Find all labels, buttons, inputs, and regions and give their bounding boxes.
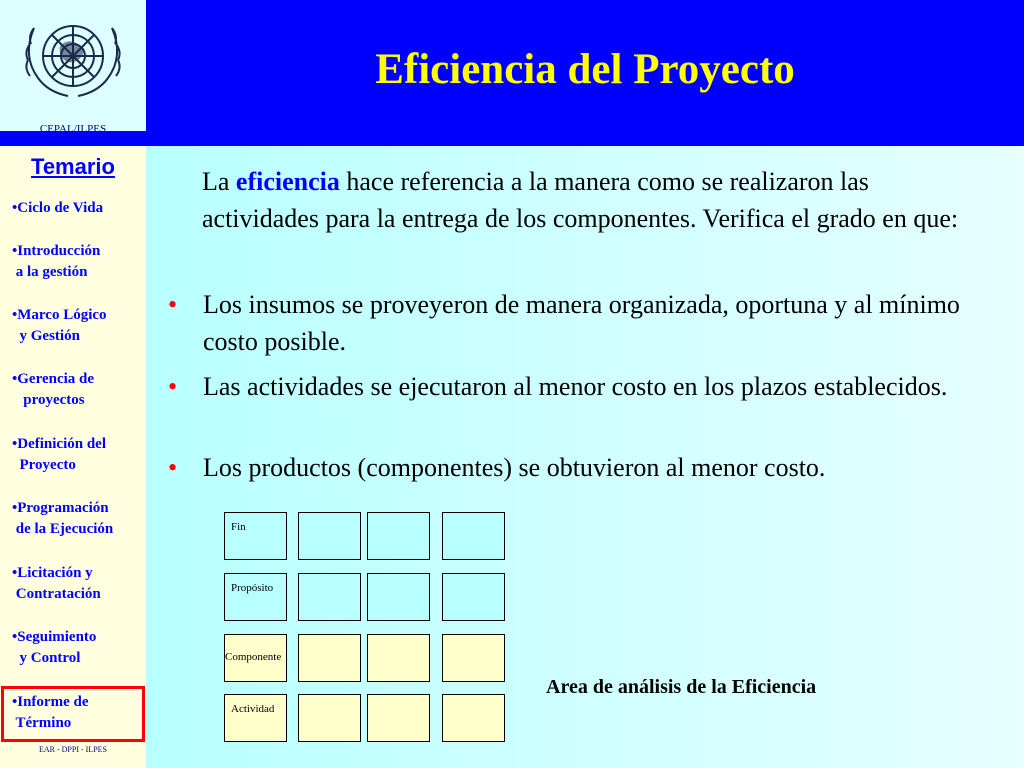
matrix-row-label: Propósito — [231, 582, 274, 594]
matrix-row-label-cell — [224, 512, 287, 560]
matrix-caption: Area de análisis de la Eficiencia — [546, 676, 817, 698]
bullet-marker: • — [168, 372, 178, 401]
page-title: Eficiencia del Proyecto — [375, 46, 795, 93]
footer-text: EAR - DPPI - ILPES — [38, 745, 107, 754]
logo-caption: CEPAL/ILPES — [39, 123, 107, 135]
sidebar — [0, 146, 146, 768]
un-emblem-icon — [12, 6, 134, 118]
matrix-row-label-cell — [224, 634, 287, 682]
intro-emphasis: eficiencia — [235, 167, 340, 196]
bullet-text: Los productos (componentes) se obtuvieron al menor costo. — [203, 453, 826, 482]
bullet-marker: • — [168, 453, 178, 482]
sidebar-item-ciclo-de-vida[interactable]: •Ciclo de Vida — [12, 200, 104, 216]
matrix-row-label: Actividad — [231, 703, 275, 715]
sidebar-title[interactable]: Temario — [31, 154, 115, 179]
matrix-cell — [442, 512, 505, 560]
matrix-cell — [442, 694, 505, 742]
matrix-cell — [367, 634, 430, 682]
bullet-text: Las actividades se ejecutaron al menor costo en los plazos establecidos. — [203, 372, 948, 401]
matrix-cell — [367, 573, 430, 621]
intro-text-before: La — [202, 167, 236, 196]
matrix-cell — [298, 694, 361, 742]
sidebar-item-programacion[interactable]: •Programación de la Ejecución — [12, 500, 114, 537]
matrix-cell — [367, 694, 430, 742]
matrix-cell — [442, 573, 505, 621]
un-logo — [0, 0, 146, 135]
matrix-row-label: Componente — [225, 651, 282, 663]
bullet-marker: • — [168, 290, 178, 319]
sidebar-item-licitacion[interactable]: •Licitación y Contratación — [12, 565, 101, 602]
sidebar-item-gerencia[interactable]: •Gerencia de proyectos — [12, 371, 95, 408]
matrix-cell — [298, 634, 361, 682]
sidebar-item-marco-logico[interactable]: •Marco Lógico y Gestión — [12, 307, 107, 344]
sidebar-item-informe[interactable]: •Informe de Término — [12, 694, 89, 731]
sidebar-item-introduccion[interactable]: •Introducción a la gestión — [12, 243, 101, 280]
intro-paragraph — [202, 163, 982, 237]
bullet-text: Los insumos se proveyeron de manera organizada, oportuna y al mínimo costo posible. — [203, 290, 960, 356]
matrix-cell — [367, 512, 430, 560]
sidebar-item-definicion[interactable]: •Definición del Proyecto — [12, 436, 106, 473]
matrix-row-label-cell — [224, 694, 287, 742]
sidebar-item-seguimiento[interactable]: •Seguimiento y Control — [12, 629, 97, 666]
matrix-row-label: Fin — [231, 521, 246, 533]
intro-text-after: hace referencia a la manera como se realizaron las actividades para la entrega de los componentes. Verifica el grado en que: — [202, 167, 959, 233]
matrix-row-label-cell — [224, 573, 287, 621]
matrix-cell — [298, 512, 361, 560]
matrix-cell — [298, 573, 361, 621]
main-content — [146, 146, 1024, 768]
matrix-cell — [442, 634, 505, 682]
